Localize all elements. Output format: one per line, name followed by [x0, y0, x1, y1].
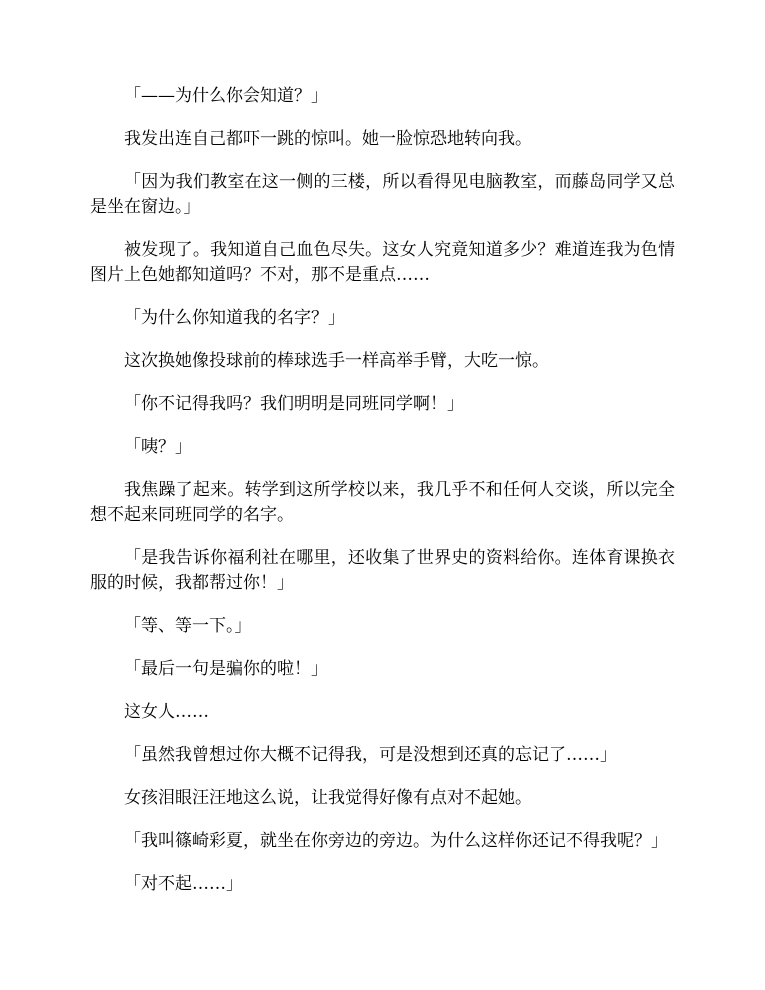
paragraph: 「虽然我曾想过你大概不记得我，可是没想到还真的忘记了……」	[124, 745, 617, 765]
paragraph: 这次换她像投球前的棒球选手一样高举手臂，大吃一惊。	[124, 351, 549, 371]
paragraph: 「——为什么你会知道？」	[124, 86, 328, 106]
paragraph: 这女人……	[124, 702, 209, 722]
text-body	[90, 84, 675, 915]
paragraph: 「是我告诉你福利社在哪里，还收集了世界史的资料给你。连体育课换衣服的时候，我都帮过你！」	[90, 548, 675, 593]
paragraph: 「最后一句是骗你的啦！」	[124, 659, 328, 679]
paragraph: 「你不记得我吗？我们明明是同班同学啊！」	[124, 394, 464, 414]
paragraph: 「因为我们教室在这一侧的三楼，所以看得见电脑教室，而藤岛同学又总是坐在窗边。」	[90, 172, 675, 217]
paragraph: 我发出连自己都吓一跳的惊叫。她一脸惊恐地转向我。	[124, 129, 532, 149]
paragraph: 「等、等一下。」	[124, 616, 252, 636]
paragraph: 「为什么你知道我的名字？」	[124, 308, 345, 328]
paragraph: 「对不起……」	[124, 874, 243, 894]
paragraph: 「咦？」	[124, 437, 192, 457]
paragraph: 「我叫篠崎彩夏，就坐在你旁边的旁边。为什么这样你还记不得我呢？」	[124, 831, 668, 851]
paragraph: 女孩泪眼汪汪地这么说，让我觉得好像有点对不起她。	[124, 788, 532, 808]
paragraph: 被发现了。我知道自己血色尽失。这女人究竟知道多少？难道连我为色情图片上色她都知道吗？不对，那不是重点……	[90, 240, 675, 285]
paragraph: 我焦躁了起来。转学到这所学校以来，我几乎不和任何人交谈，所以完全想不起来同班同学的名字。	[90, 480, 675, 525]
